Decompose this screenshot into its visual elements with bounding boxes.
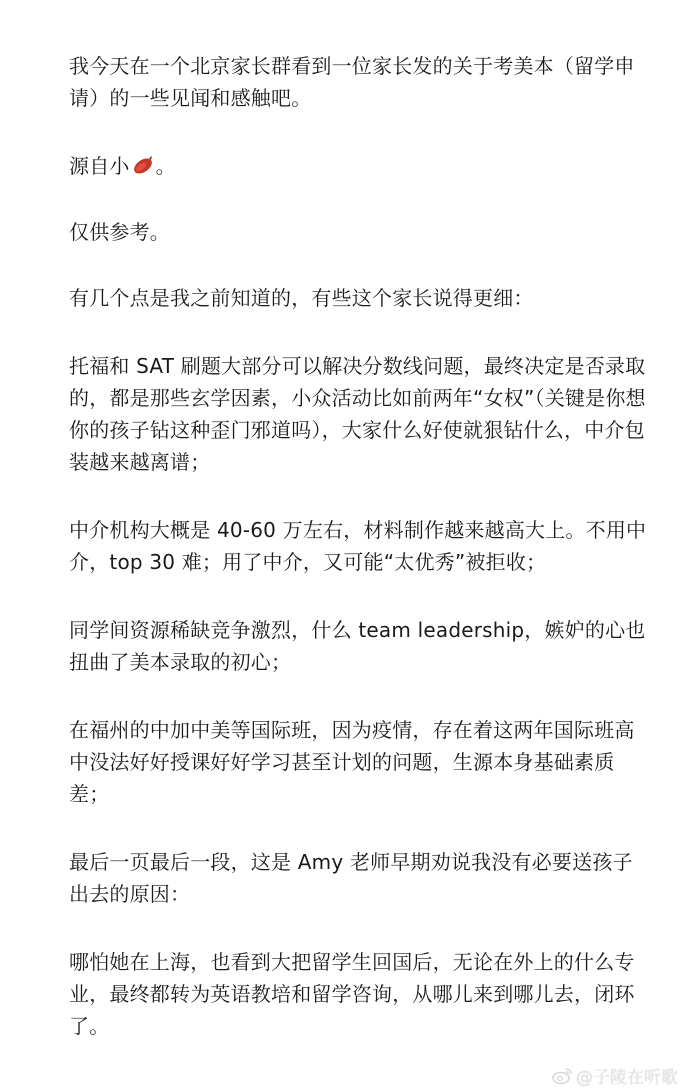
paragraph-point-fuzhou: 在福州的中加中美等国际班，因为疫情，存在着这两年国际班高中没法好好授课好好学习甚至计划的问题，生源本身基础素质差；: [69, 718, 635, 806]
watermark-text: @子陵在听歌: [576, 1068, 678, 1088]
sweet-potato-emoji-icon: [131, 154, 155, 176]
source-suffix: 。: [155, 154, 176, 178]
paragraph-points-intro: 有几个点是我之前知道的，有些这个家长说得更细：: [69, 286, 534, 310]
watermark: [552, 1063, 678, 1088]
paragraph-point-agency: 中介机构大概是 40-60 万左右，材料制作越来越高大上。不用中介，top 30 难；用了中介，又可能“太优秀”被拒收；: [69, 518, 647, 574]
weibo-icon: [552, 1067, 572, 1085]
paragraph-shanghai: 哪怕她在上海，也看到大把留学生回国后，无论在外上的什么专业，最终都转为英语教培和留学咨询，从哪儿来到哪儿去，闭环了。: [69, 950, 635, 1038]
paragraph-reference: 仅供参考。: [69, 220, 170, 244]
paragraph-last-page: 最后一页最后一段，这是 Amy 老师早期劝说我没有必要送孩子出去的原因：: [69, 850, 633, 906]
paragraph-point-toefl-sat: 托福和 SAT 刷题大部分可以解决分数线问题，最终决定是否录取的，都是那些玄学因素，小众活动比如前两年“女权”（关键是你想你的孩子钻这种歪门邪道吗），大家什么好使就狠钻什么，中介包装越来越离谱；: [69, 354, 646, 474]
paragraph-intro: 我今天在一个北京家长群看到一位家长发的关于考美本（留学申请）的一些见闻和感触吧。: [69, 54, 635, 110]
paragraph-point-competition: 同学间资源稀缺竞争激烈，什么 team leadership，嫉妒的心也扭曲了美本录取的初心；: [69, 618, 646, 674]
paragraph-source: [69, 150, 650, 182]
source-text: 源自小: [69, 154, 130, 178]
